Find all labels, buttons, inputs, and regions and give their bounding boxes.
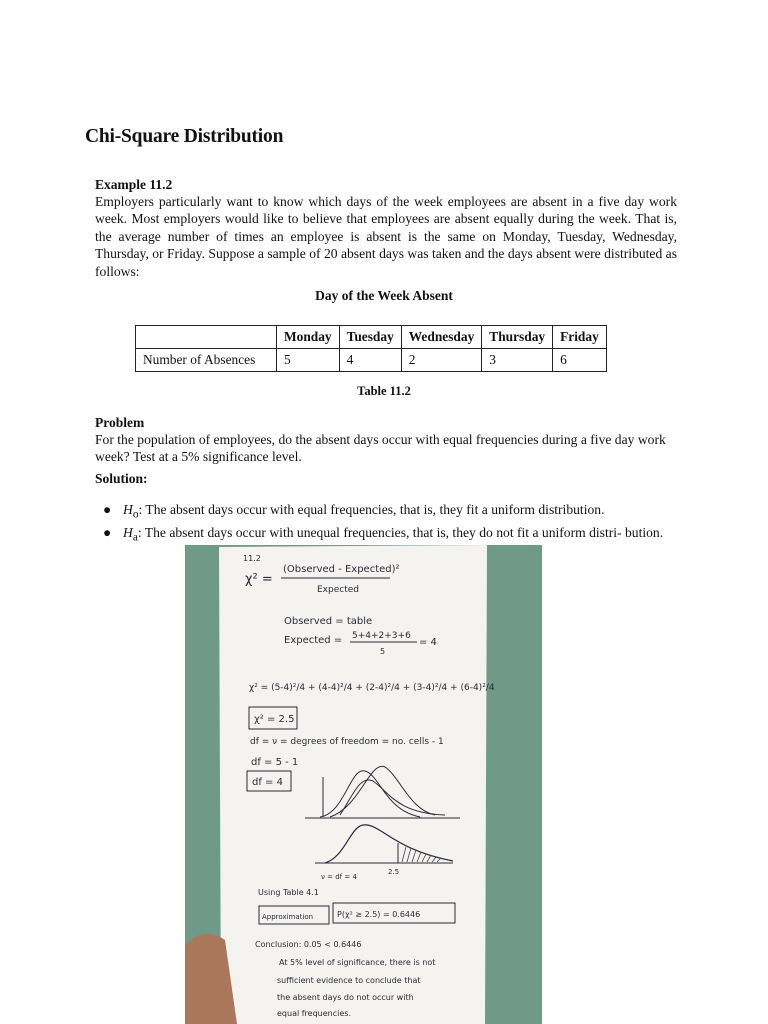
chi-result: χ² = 2.5: [254, 714, 295, 725]
formula-numerator: (Observed - Expected)²: [283, 564, 400, 575]
table-row-label: Number of Absences: [136, 349, 277, 372]
chi-square-terms: χ² = (5-4)²/4 + (4-4)²/4 + (2-4)²/4 + (3-4)²/4 + (6-4)²/4: [249, 683, 495, 693]
handwritten-sheet: [185, 545, 542, 1024]
chi-symbol: χ² =: [245, 572, 273, 587]
table-caption: Day of the Week Absent: [315, 288, 453, 303]
solution-heading: Solution:: [95, 471, 148, 486]
table-header-cell: Friday: [553, 326, 607, 349]
question-number: 11.2: [243, 554, 261, 563]
table-header-cell: Thursday: [482, 326, 553, 349]
alternative-hypothesis: ● $H_a$: The absent days occur with unequal frequencies, that is, they do not fit a uniform distri- bution.: [103, 525, 664, 544]
problem-heading: Problem: [95, 415, 145, 430]
absences-table: [135, 325, 607, 372]
df-calculation: df = 5 - 1: [251, 757, 299, 768]
bullet-icon: ●: [103, 525, 112, 541]
conclusion-line-4: equal frequencies.: [277, 1009, 351, 1018]
table-header-cell: Wednesday: [401, 326, 481, 349]
page-title: Chi-Square Distribution: [85, 126, 284, 147]
problem-text: For the population of employees, do the absent days occur with equal frequencies during a five day work week? Test at a 5% significance level.: [95, 432, 666, 465]
handwritten-solution-photo: [185, 545, 542, 1024]
approx-label: Approximation: [262, 913, 314, 921]
df-result: df = 4: [252, 777, 283, 788]
axis-label-left: ν = df = 4: [321, 873, 357, 881]
formula-denominator: Expected: [317, 585, 359, 595]
table-header-cell: Monday: [277, 326, 340, 349]
example-heading: Example 11.2: [95, 177, 173, 192]
table-row: [136, 349, 607, 372]
example-text: Employers particularly want to know which days of the week employees are absent in a five day work week. Most employers would like to believe that employees are absent equally during the week. That is, the average number of times an employee is absent is the same on Monday, Tuesday, Wednesday, Thursday, or Friday. Suppose a sample of 20 absent days was taken and the days absent were distributed as follows:: [95, 194, 677, 279]
conclusion-line-2: sufficient evidence to conclude that: [277, 976, 421, 985]
table-header-cell: [136, 326, 277, 349]
expected-result: = 4: [419, 637, 437, 648]
table-cell: 6: [553, 349, 607, 372]
hypothesis-list: [95, 501, 685, 547]
table-cell: 2: [401, 349, 481, 372]
conclusion-heading: Conclusion: 0.05 < 0.6446: [255, 940, 362, 949]
table-label: Table 11.2: [357, 384, 411, 398]
expected-denominator: 5: [380, 647, 386, 656]
table-cell: 4: [339, 349, 401, 372]
df-definition: df = ν = degrees of freedom = no. cells - 1: [250, 737, 444, 747]
observed-line: Observed = table: [284, 616, 373, 627]
null-hypothesis: ● $H_o$: The absent days occur with equal frequencies, that is, they fit a uniform distribution.: [103, 502, 605, 521]
table-cell: 3: [482, 349, 553, 372]
table-reference: Using Table 4.1: [258, 888, 319, 897]
expected-numerator: 5+4+2+3+6: [352, 631, 411, 641]
bullet-icon: ●: [103, 502, 112, 517]
table-cell: 5: [277, 349, 340, 372]
table-header-cell: Tuesday: [339, 326, 401, 349]
conclusion-line-1: At 5% level of significance, there is not: [279, 958, 436, 967]
conclusion-line-3: the absent days do not occur with: [277, 993, 414, 1002]
p-value: P(χ² ≥ 2.5) = 0.6446: [337, 910, 421, 919]
axis-label-right: 2.5: [388, 868, 400, 876]
table-header-row: [136, 326, 607, 349]
expected-label: Expected =: [284, 635, 343, 646]
